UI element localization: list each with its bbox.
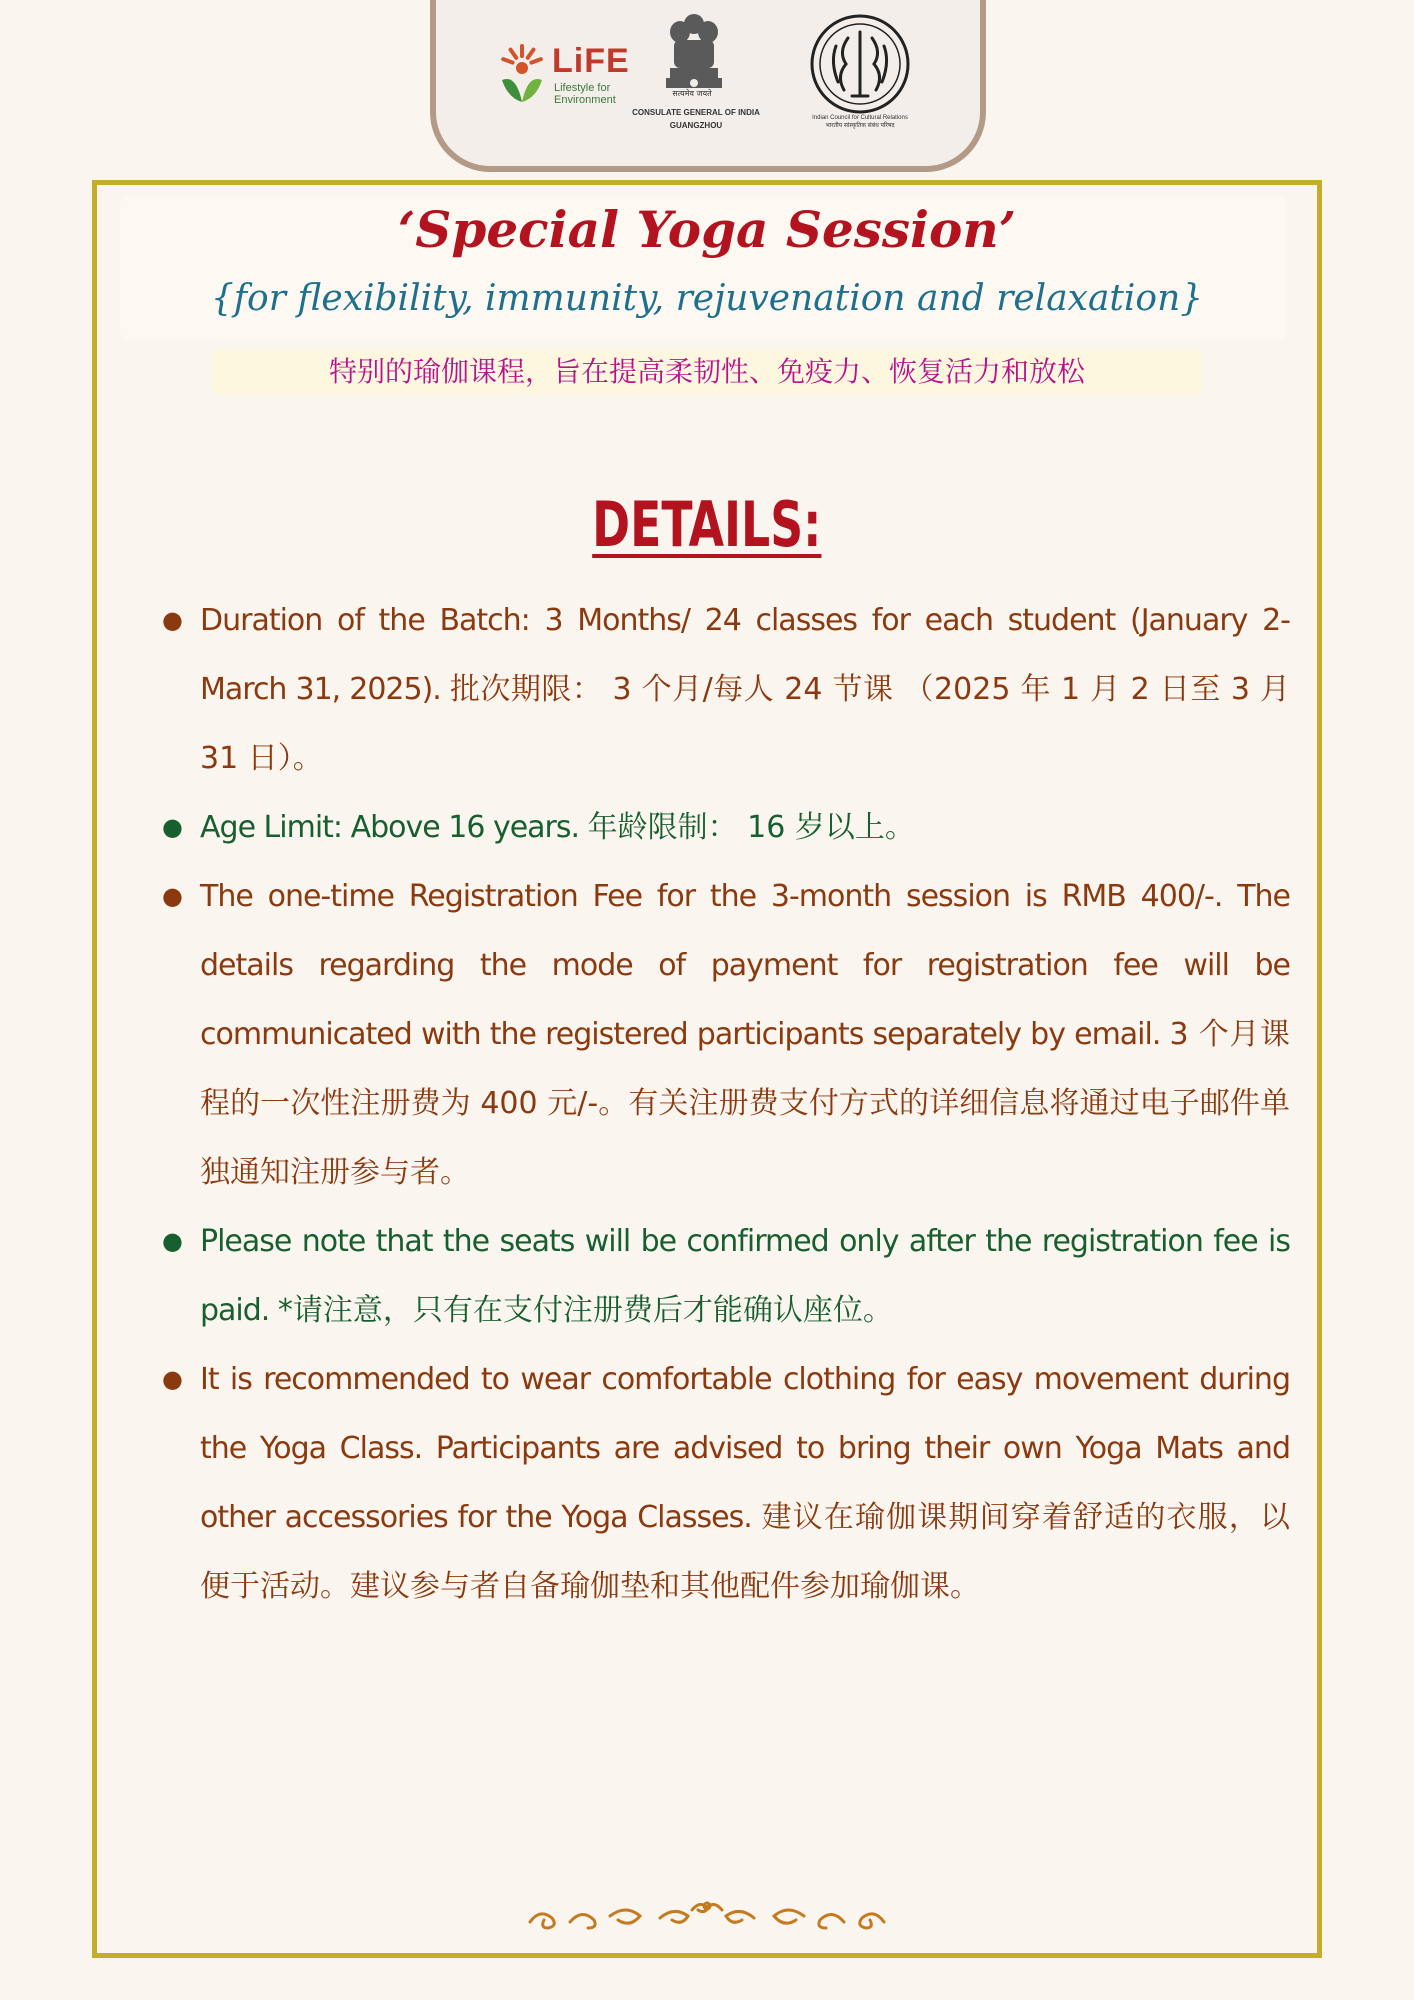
emblem-motto: सत्यमेव जयते <box>672 89 712 98</box>
details-heading-text: DETAILS: <box>592 488 822 561</box>
iccr-logo-icon <box>808 12 912 116</box>
detail-text-cn: 年龄限制： 16 岁以上。 <box>587 810 915 845</box>
detail-item-clothing <box>162 1345 1290 1621</box>
bullet-icon: ● <box>162 1365 183 1393</box>
life-tagline: Lifestyle for Environment <box>554 82 616 106</box>
bullet-icon: ● <box>162 813 183 841</box>
bullet-icon: ● <box>162 606 183 634</box>
detail-item-registration-fee <box>162 862 1290 1207</box>
page-subtitle: {for flexibility, immunity, rejuvenation and relaxation} <box>210 278 1204 319</box>
page-title: ‘Special Yoga Session’ <box>397 200 1017 259</box>
details-list <box>162 586 1290 1621</box>
detail-text-en: Duration of the Batch: 3 Months/ 24 classes for each student (January 2-March 31, 2025). <box>200 603 1290 707</box>
consulate-line1: CONSULATE GENERAL OF INDIA <box>632 108 760 117</box>
life-wordmark: LiFE <box>552 42 630 80</box>
iccr-line2: भारतीय सांस्कृतिक संबंध परिषद <box>825 123 895 129</box>
detail-text-cn: 批次期限： 3 个月/每人 24 节课 （2025 年 1 月 2 日至 3 月 31 日）。 <box>200 672 1290 776</box>
iccr-name <box>800 114 920 130</box>
detail-text-en: Please note that the seats will be confirmed only after the registration fee is paid. <box>200 1224 1290 1328</box>
details-heading <box>0 488 1414 561</box>
consulate-name <box>606 106 786 132</box>
bullet-icon: ● <box>162 882 183 910</box>
consulate-line2: GUANGZHOU <box>669 121 723 130</box>
detail-text-en: Age Limit: Above 16 years. <box>200 810 588 845</box>
detail-text-en: The one-time Registration Fee for the 3-month session is RMB 400/-. The details regarding the mode of payment for registration fee will be communicated with the registered participants separately by email. <box>200 879 1290 1052</box>
decorative-scroll-ornament-icon <box>520 1896 894 1936</box>
detail-item-duration <box>162 586 1290 793</box>
bullet-icon: ● <box>162 1227 183 1255</box>
detail-text-cn: 3 个月课程的一次性注册费为 400 元/-。有关注册费支付方式的详细信息将通过电子邮件单独通知注册参与者。 <box>200 1017 1290 1190</box>
life-sun-leaf-icon <box>496 40 548 108</box>
logo-header <box>430 0 986 172</box>
detail-item-seat-confirmation <box>162 1207 1290 1345</box>
detail-item-age-limit <box>162 793 1290 862</box>
iccr-line1: Indian Council for Cultural Relations <box>812 115 908 121</box>
chinese-subtitle: 特别的瑜伽课程，旨在提高柔韧性、免疫力、恢复活力和放松 <box>212 350 1202 394</box>
detail-text-en: It is recommended to wear comfortable clothing for easy movement during the Yoga Class. Participants are advised to bring their own Yoga Mats and other accessories for the Yoga Classes. <box>200 1362 1290 1535</box>
detail-text-cn: *请注意，只有在支付注册费后才能确认座位。 <box>277 1293 893 1328</box>
detail-text-cn: 建议在瑜伽课期间穿着舒适的衣服，以便于活动。建议参与者自备瑜伽垫和其他配件参加瑜伽课。 <box>200 1500 1290 1604</box>
